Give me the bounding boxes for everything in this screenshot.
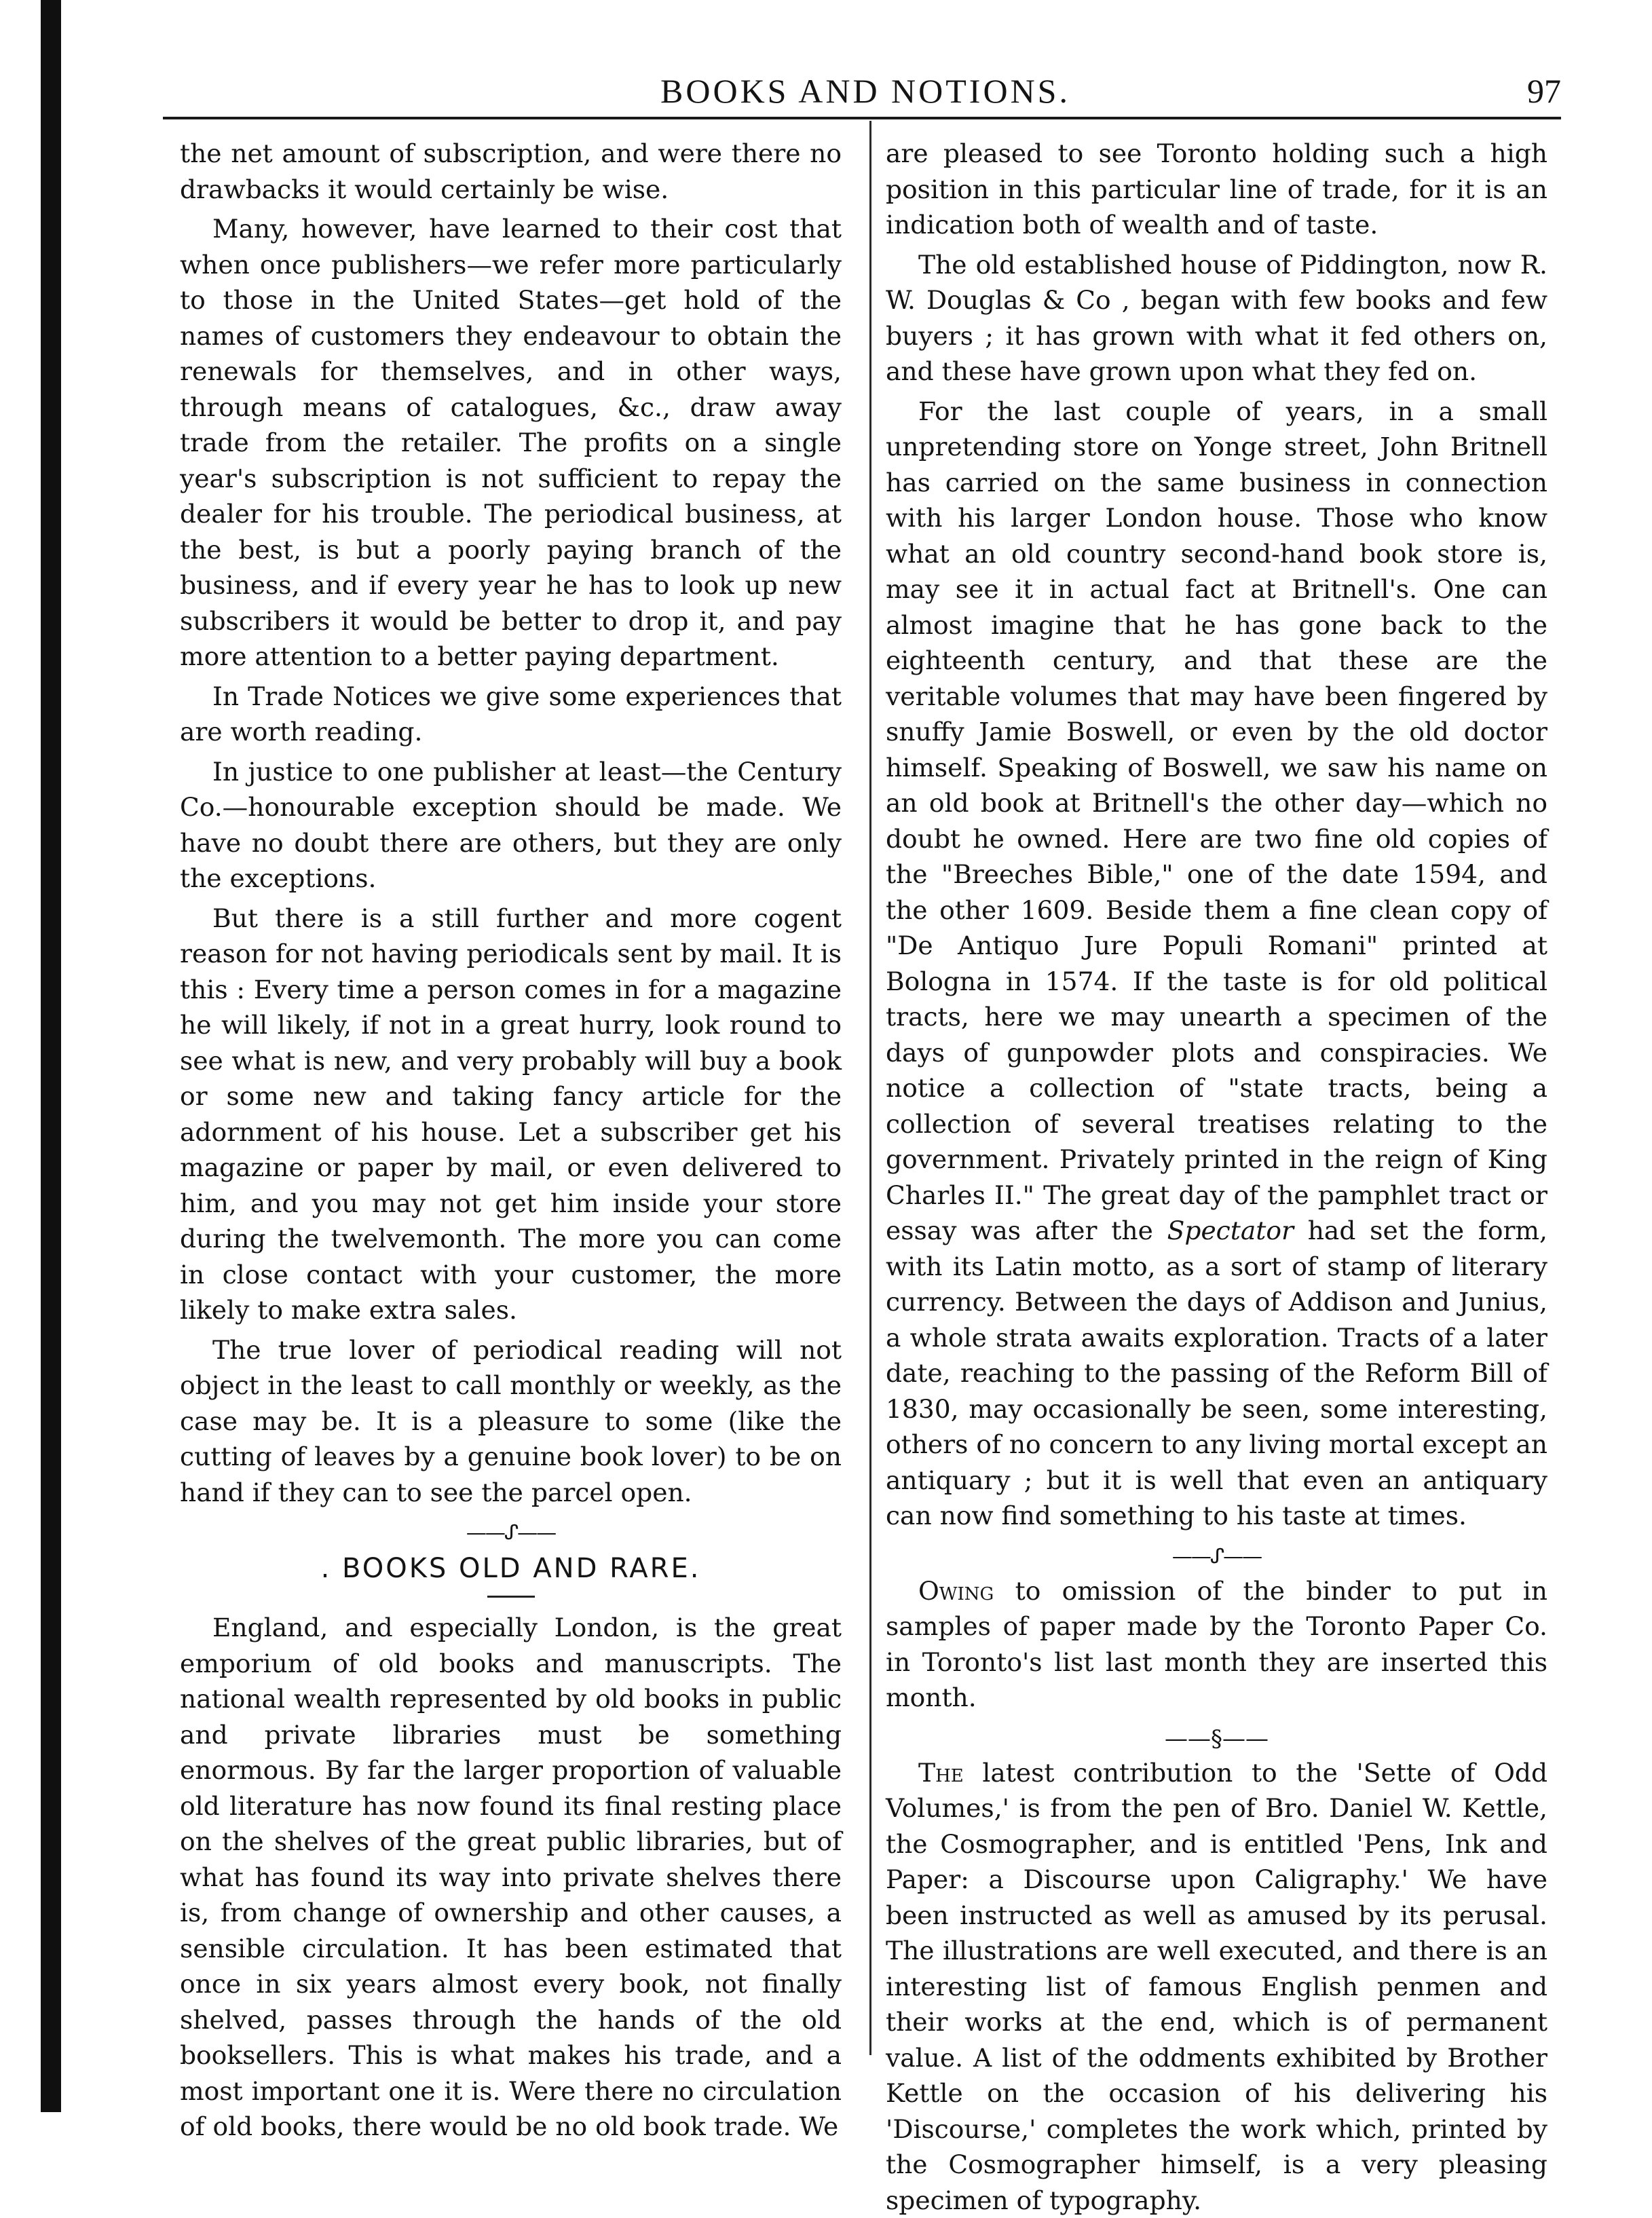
binding-edge bbox=[41, 0, 61, 2112]
paragraph: In justice to one publisher at least—the Century Co.—honourable exception should be made. We have no doubt there are others, but they are only the exceptions. bbox=[180, 754, 842, 897]
lead-word: The bbox=[918, 1758, 964, 1788]
section-ornament: ——ᔑ—— bbox=[180, 1520, 842, 1547]
paragraph: Many, however, have learned to their cost that when once publishers—we refer more particularly to those in the United States—get hold of the names of customers they endeavour to obtain the renewals for themselves, and in other ways, through means of catalogues, &c., draw away trade from the retailer. The profits on a single year's subscription is not sufficient to repay the dealer for his trouble. The periodical business, at the best, is but a poorly paying branch of the business, and if every year he has to look up new subscribers it would be better to drop it, and pay more attention to a better paying department. bbox=[180, 211, 842, 675]
italic-title: Spectator bbox=[1167, 1216, 1294, 1245]
paragraph-text: latest contribution to the 'Sette of Odd Volumes,' is from the pen of Bro. Daniel W. Kettle, the Cosmographer, and is entitled 'Pens, Ink and Paper: a Discourse upon Caligraphy.' We have been instructed as well as amused by its perusal. The illustrations are well executed, and there is an interesting list of famous English penmen and their works at the end, which is of permanent value. A list of the oddments exhibited by Brother Kettle on the occasion of his delivering his 'Discourse,' completes the work which, printed by the Cosmographer himself, is a very pleasing specimen of typography. bbox=[886, 1758, 1547, 2215]
paragraph bbox=[886, 1573, 1547, 1716]
section-title: . BOOKS OLD AND RARE. bbox=[180, 1549, 842, 1587]
paragraph-text: For the last couple of years, in a small unpretending store on Yonge street, John Britnell has carried on the same business in connection with his larger London house. Those who know what an old country second-hand book store is, may see it in actual fact at Britnell's. One can almost imagine that he has gone back to the eighteenth century, and that these are the veritable volumes that may have been fingered by snuffy Jamie Boswell, or even by the old doctor himself. Speaking of Boswell, we saw his name on an old book at Britnell's the other day—which no doubt he owned. Here are two fine old copies of the "Breeches Bible," one of the date 1594, and the other 1609. Beside them a fine clean copy of "De Antiquo Jure Populi Romani" printed at Bologna in 1574. If the taste is for old political tracts, here we may unearth a specimen of the days of gunpowder plots and conspiracies. We notice a collection of "state tracts, being a collection of several treatises relating to the government. Privately printed in the reign of King Charles II." The great day of the pamphlet tract or essay was after the bbox=[886, 396, 1547, 1246]
section-ornament: ——§—— bbox=[886, 1725, 1547, 1752]
paragraph: But there is a still further and more cogent reason for not having periodicals sent by mail. It is this : Every time a person comes in for a magazine he will likely, if not in a great hurry, look round to see what is new, and very probably will buy a book or some new and taking fancy article for the adornment of his house. Let a subscriber get his magazine or paper by mail, or even delivered to him, and you may not get him inside your store during the twelvemonth. The more you can come in close contact with your customer, the more likely to make extra sales. bbox=[180, 901, 842, 1328]
paragraph bbox=[886, 394, 1547, 1534]
paragraph: are pleased to see Toronto holding such a high position in this particular line of trade, for it is an indication both of wealth and of taste. bbox=[886, 136, 1547, 243]
paragraph-text: to omission of the binder to put in samples of paper made by the Toronto Paper Co. in Toronto's list last month they are inserted this month. bbox=[886, 1576, 1547, 1713]
right-column bbox=[886, 136, 1547, 2218]
running-title: BOOKS AND NOTIONS. bbox=[170, 71, 1561, 111]
column-divider bbox=[869, 121, 871, 2055]
paragraph: The true lover of periodical reading will not object in the least to call monthly or weekly, as the case may be. It is a pleasure to some (like the cutting of leaves by a genuine book lover) to be on hand if they can to see the parcel open. bbox=[180, 1332, 842, 1511]
paragraph: England, and especially London, is the great emporium of old books and manuscripts. The national wealth represented by old books in public and private libraries must be something enormous. By far the larger proportion of valuable old literature has now found its final resting place on the shelves of the great public libraries, but of what has found its way into private shelves there is, from change of ownership and other causes, a sensible circulation. It has been estimated that once in six years almost every book, not finally shelved, passes through the hands of the old booksellers. This is what makes his trade, and a most important one it is. Were there no circulation of old books, there would be no old book trade. We bbox=[180, 1610, 842, 2145]
paragraph: the net amount of subscription, and were there no drawbacks it would certainly be wise. bbox=[180, 136, 842, 207]
title-rule bbox=[487, 1596, 535, 1598]
page-header bbox=[170, 71, 1561, 119]
lead-word: Owing bbox=[918, 1576, 994, 1606]
header-rule bbox=[163, 117, 1561, 119]
left-column bbox=[180, 136, 842, 2145]
paragraph: In Trade Notices we give some experiences that are worth reading. bbox=[180, 679, 842, 750]
section-ornament: ——ᔑ—— bbox=[886, 1543, 1547, 1571]
paragraph-text: had set the form, with its Latin motto, as a sort of stamp of literary currency. Between the days of Addison and Junius, a whole strata awaits exploration. Tracts of a later date, reaching to the passing of the Reform Bill of 1830, may occasionally be seen, some interesting, others of no concern to any living mortal except an antiquary ; but it is well that even an antiquary can now find something to his taste at times. bbox=[886, 1216, 1547, 1530]
page-number: 97 bbox=[1527, 71, 1561, 111]
paragraph: The old established house of Piddington, now R. W. Douglas & Co , began with few books and few buyers ; it has grown with what it fed others on, and these have grown upon what they fed on. bbox=[886, 247, 1547, 390]
paragraph bbox=[886, 1755, 1547, 2218]
